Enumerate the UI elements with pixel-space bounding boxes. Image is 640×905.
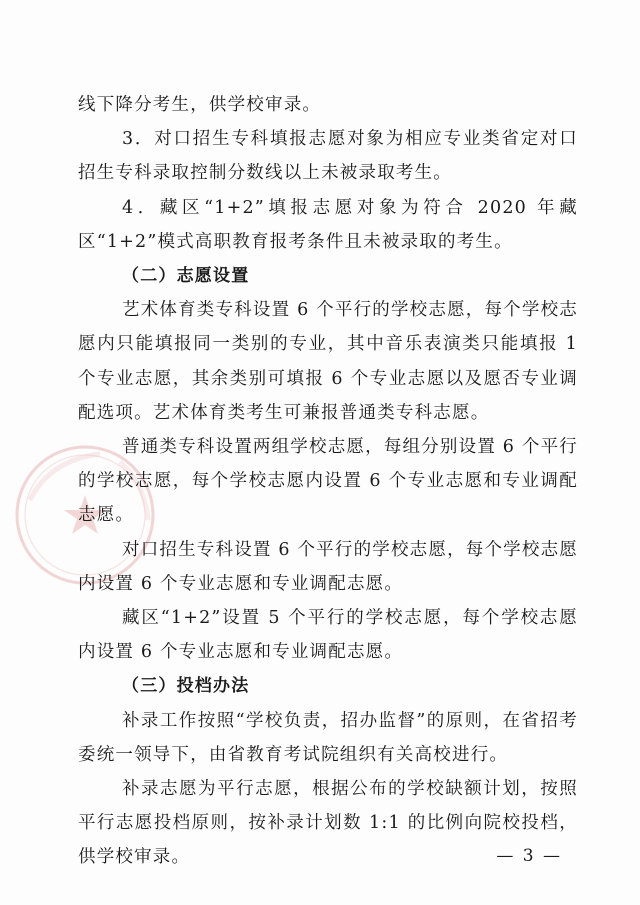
paragraph-item-4: 4．藏区“1+2”填报志愿对象为符合 2020 年藏区“1+2”模式高职教育报考条件且未被录取的考生。	[78, 197, 578, 252]
section-heading-2: （二）志愿设置	[122, 266, 250, 287]
paragraph-general: 普通类专科设置两组学校志愿，每组分别设置 6 个平行的学校志愿，每个学校志愿内设置 6 个专业志愿和专业调配志愿。	[78, 437, 578, 526]
paragraph-continuation: 线下降分考生，供学校审录。	[78, 95, 322, 115]
page-number: — 3 —	[496, 846, 562, 866]
paragraph-item-3: 3．对口招生专科填报志愿对象为相应专业类省定对口招生专科录取控制分数线以上未被录取考生。	[78, 129, 578, 184]
paragraph-vocational: 对口招生专科设置 6 个平行的学校志愿，每个学校志愿内设置 6 个专业志愿和专业调配志愿。	[78, 539, 578, 594]
paragraph-supplement-wishes: 补录志愿为平行志愿，根据公布的学校缺额计划，按照平行志愿投档原则，按补录计划数 1:1 的比例向院校投档，供学校审录。	[78, 779, 578, 868]
paragraph-supplement-work: 补录工作按照“学校负责，招办监督”的原则，在省招考委统一领导下，由省教育考试院组织有关高校进行。	[78, 710, 578, 765]
paragraph-tibet: 藏区“1+2”设置 5 个平行的学校志愿，每个学校志愿内设置 6 个专业志愿和专业调配志愿。	[78, 608, 578, 663]
document-body	[78, 88, 578, 875]
section-heading-3: （三）投档办法	[122, 676, 250, 697]
paragraph-arts-sports: 艺术体育类专科设置 6 个平行的学校志愿，每个学校志愿内只能填报同一类别的专业，其中音乐表演类只能填报 1 个专业志愿，其余类别可填报 6 个专业志愿以及愿否专业调配选项。艺术体育类考生可兼报普通类专科志愿。	[78, 300, 578, 423]
